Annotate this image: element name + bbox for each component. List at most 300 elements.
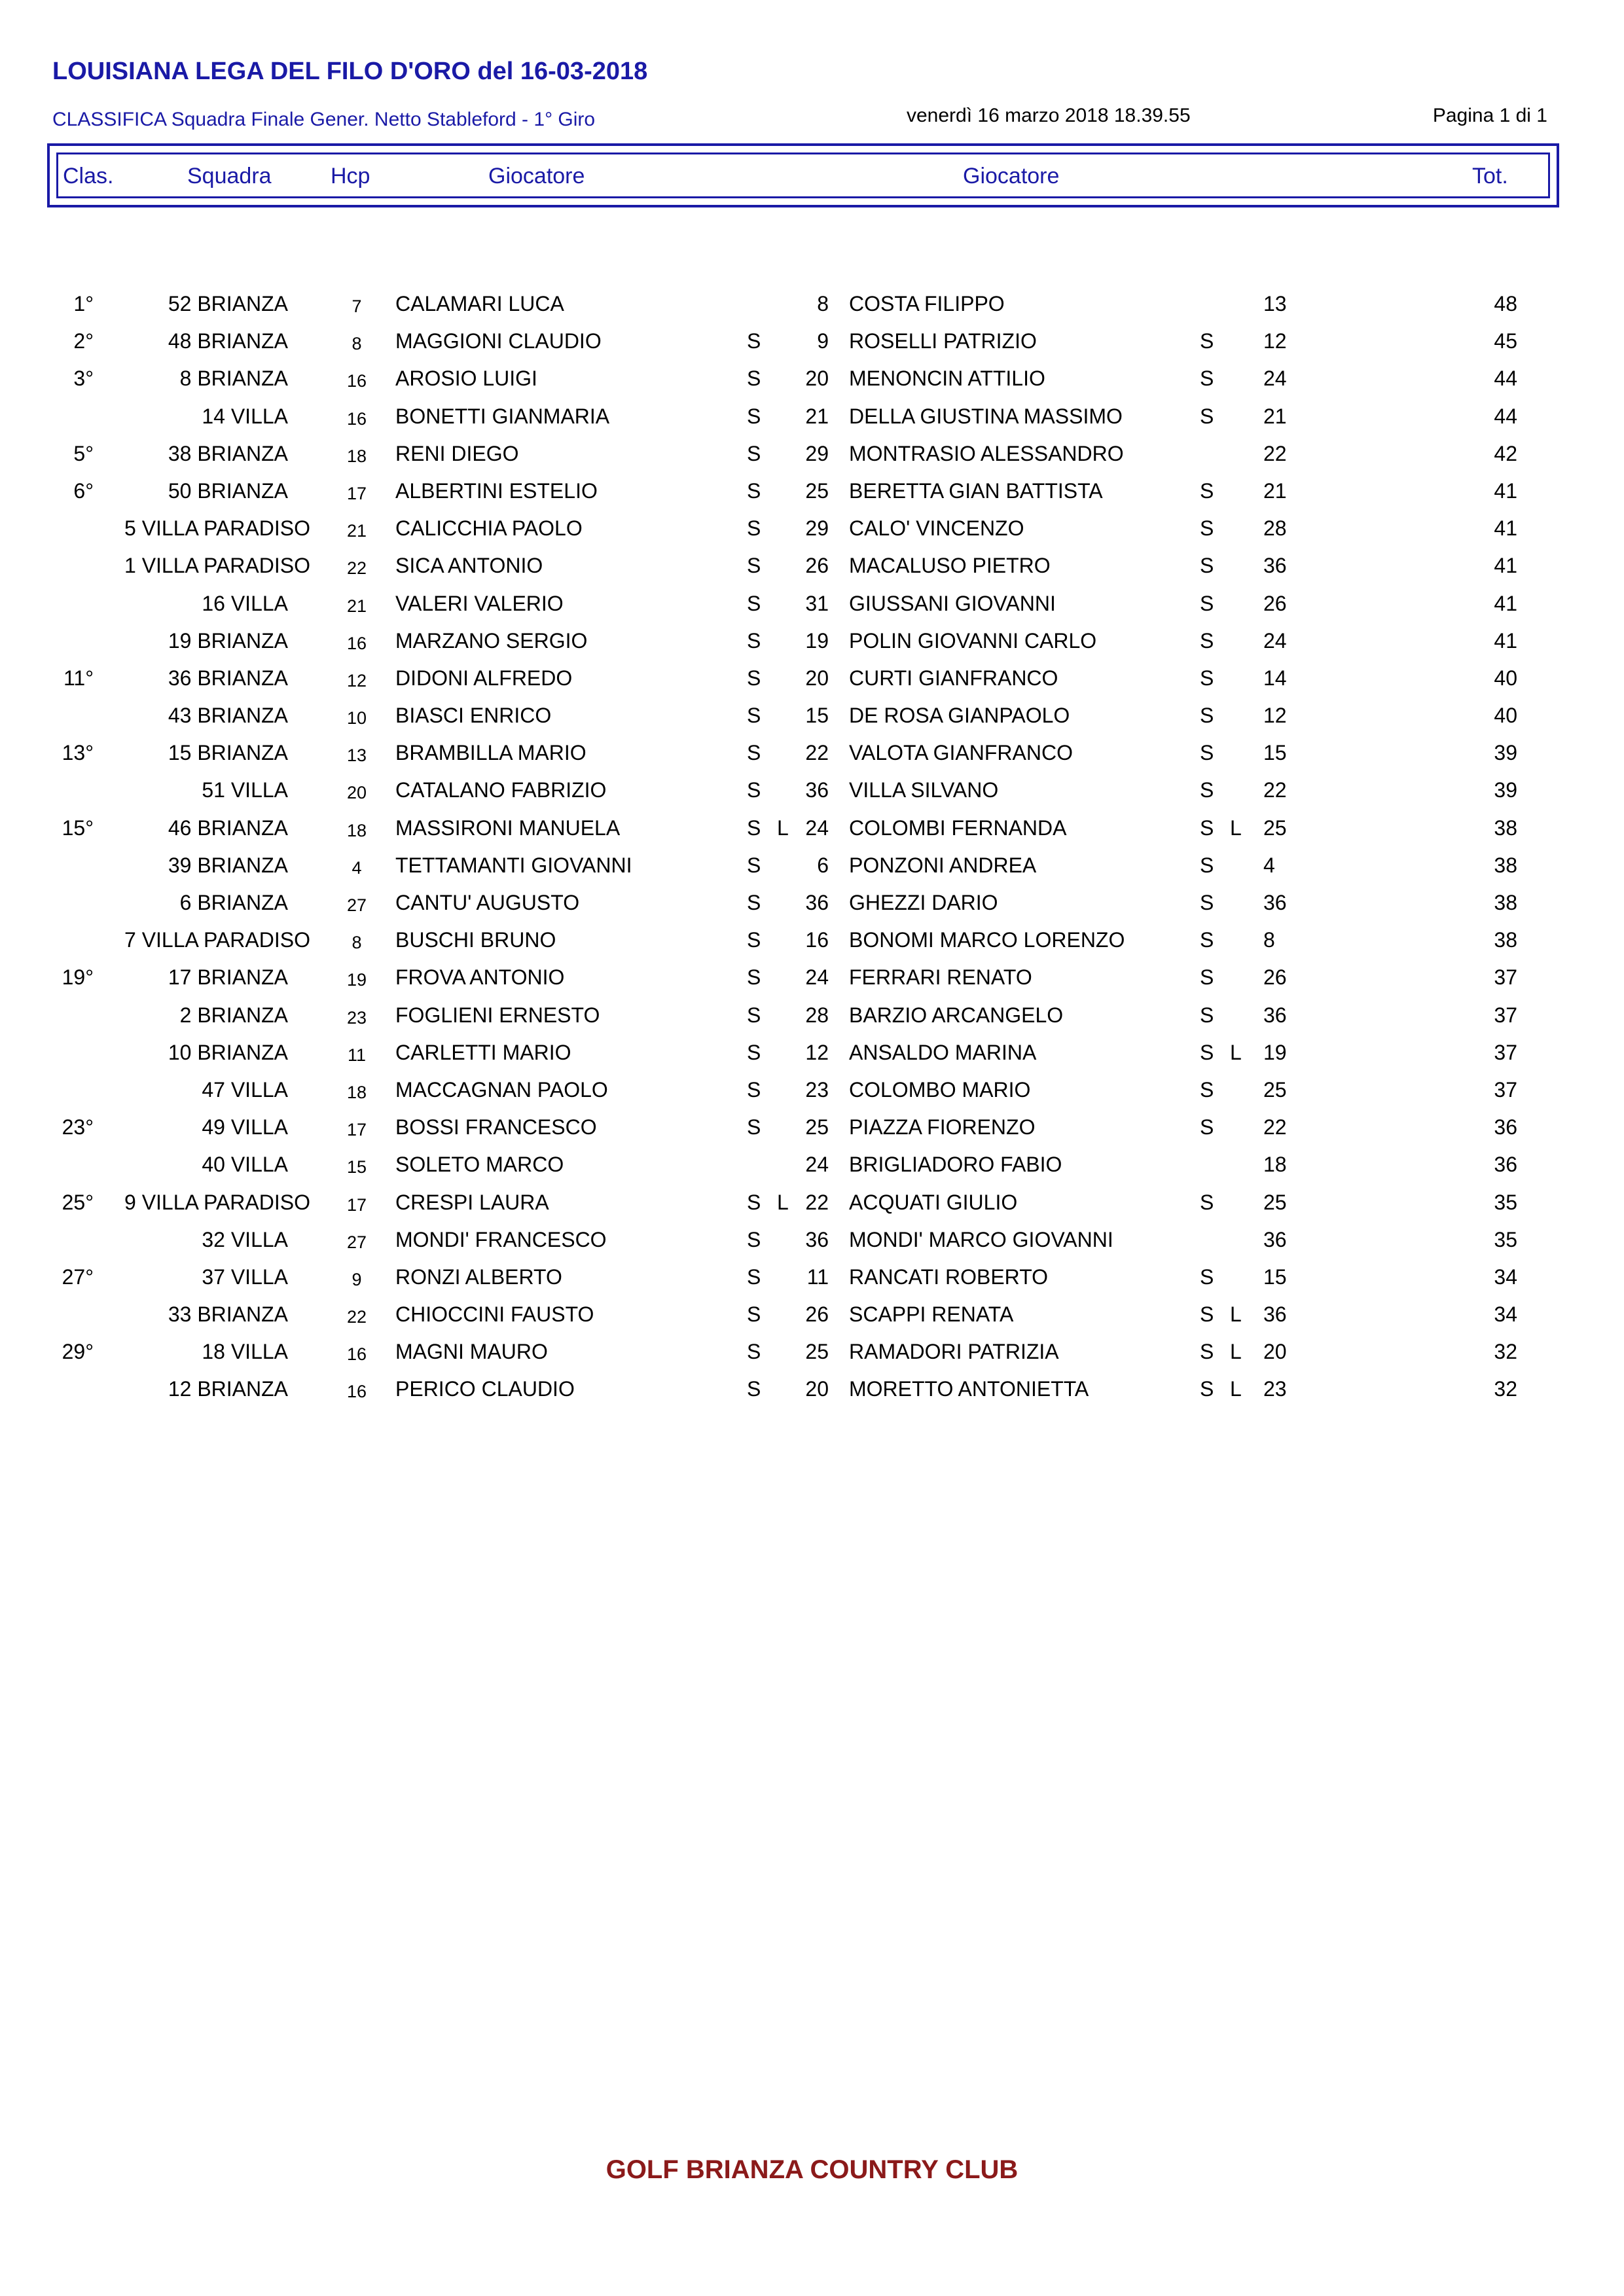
player2-hcp-right-cell: 8 bbox=[1263, 928, 1275, 952]
rank-cell: 25° bbox=[62, 1190, 94, 1214]
table-row bbox=[0, 289, 1624, 327]
player1-s-flag: S bbox=[747, 554, 761, 578]
page-number: Pagina 1 di 1 bbox=[1432, 105, 1547, 126]
player1-cell: ALBERTINI ESTELIO bbox=[395, 478, 598, 503]
team-cell: 33 BRIANZA bbox=[168, 1302, 288, 1327]
player2-s-flag: S bbox=[1200, 666, 1214, 690]
player1-s-flag: S bbox=[747, 816, 761, 840]
player2-hcp-right-cell: 14 bbox=[1263, 666, 1287, 690]
total-cell: 40 bbox=[1494, 704, 1517, 728]
team-hcp-cell: 16 bbox=[346, 633, 367, 653]
player2-s-flag: S bbox=[1200, 1190, 1214, 1214]
player2-s-flag: S bbox=[1200, 1340, 1214, 1364]
team-hcp-cell: 15 bbox=[346, 1157, 367, 1177]
player1-s-flag: S bbox=[747, 1302, 761, 1327]
team-hcp-cell: 12 bbox=[346, 670, 367, 691]
player2-cell: DE ROSA GIANPAOLO bbox=[849, 704, 1070, 728]
table-row bbox=[0, 1150, 1624, 1187]
total-cell: 37 bbox=[1494, 1040, 1517, 1064]
player1-l-flag: L bbox=[777, 816, 789, 840]
player1-cell: MONDI' FRANCESCO bbox=[395, 1227, 607, 1251]
player1-s-flag: S bbox=[747, 1377, 761, 1401]
player2-s-flag: S bbox=[1200, 853, 1214, 877]
team-cell: 6 BRIANZA bbox=[179, 891, 288, 914]
page-subtitle: CLASSIFICA Squadra Finale Gener. Netto Stableford - 1° Giro bbox=[52, 109, 596, 130]
player2-s-flag: S bbox=[1200, 329, 1214, 353]
team-hcp-cell: 8 bbox=[352, 334, 362, 354]
player2-cell: GHEZZI DARIO bbox=[849, 891, 998, 914]
player2-s-flag: S bbox=[1200, 404, 1214, 428]
player1-cell: MACCAGNAN PAOLO bbox=[395, 1077, 608, 1102]
team-cell: 39 BRIANZA bbox=[168, 853, 288, 877]
player2-hcp-right-cell: 22 bbox=[1263, 778, 1287, 802]
team-hcp-cell: 18 bbox=[346, 820, 367, 840]
table-row bbox=[0, 1188, 1624, 1225]
print-datetime: venerdì 16 marzo 2018 18.39.55 bbox=[907, 105, 1191, 126]
rank-cell: 19° bbox=[62, 965, 94, 990]
player2-hcp-right-cell: 24 bbox=[1263, 628, 1287, 653]
player2-hcp-right-cell: 23 bbox=[1263, 1377, 1287, 1401]
player2-hcp-right-cell: 21 bbox=[1263, 404, 1287, 428]
player1-cell: DIDONI ALFREDO bbox=[395, 666, 573, 690]
player2-cell: SCAPPI RENATA bbox=[849, 1302, 1014, 1327]
rank-cell: 1° bbox=[73, 292, 94, 315]
player2-cell: BRIGLIADORO FABIO bbox=[849, 1153, 1062, 1177]
team-cell: 40 VILLA bbox=[202, 1153, 288, 1177]
table-header-inner-border bbox=[56, 152, 1550, 198]
player2-hcp-right-cell: 36 bbox=[1263, 554, 1287, 578]
player2-cell: ANSALDO MARINA bbox=[849, 1040, 1037, 1064]
total-cell: 38 bbox=[1494, 928, 1517, 952]
player1-s-flag: S bbox=[747, 1340, 761, 1364]
total-cell: 38 bbox=[1494, 816, 1517, 840]
player2-s-flag: S bbox=[1200, 1265, 1214, 1289]
table-row bbox=[0, 925, 1624, 963]
team-cell: 37 VILLA bbox=[202, 1265, 288, 1289]
team-hcp-cell: 13 bbox=[346, 745, 367, 766]
player1-cell: SICA ANTONIO bbox=[395, 554, 543, 578]
total-cell: 37 bbox=[1494, 965, 1517, 990]
team-hcp-cell: 16 bbox=[346, 1344, 367, 1365]
team-hcp-cell: 16 bbox=[346, 1382, 367, 1402]
table-row bbox=[0, 1225, 1624, 1263]
player2-l-flag: L bbox=[1230, 1340, 1242, 1364]
team-cell: 12 BRIANZA bbox=[168, 1377, 288, 1401]
player2-s-flag: S bbox=[1200, 928, 1214, 952]
player2-hcp-cell: 24 bbox=[805, 1153, 829, 1177]
player2-hcp-cell: 8 bbox=[817, 292, 829, 315]
player2-hcp-right-cell: 24 bbox=[1263, 367, 1287, 391]
table-row bbox=[0, 1374, 1624, 1412]
rank-cell: 23° bbox=[62, 1115, 94, 1139]
player1-cell: VALERI VALERIO bbox=[395, 591, 564, 615]
player2-s-flag: S bbox=[1200, 1377, 1214, 1401]
team-cell: 16 VILLA bbox=[202, 591, 288, 615]
rank-cell: 5° bbox=[73, 441, 94, 465]
rank-cell: 15° bbox=[62, 816, 94, 840]
header-giocatore-2: Giocatore bbox=[963, 164, 1060, 188]
player2-hcp-right-cell: 25 bbox=[1263, 816, 1287, 840]
player2-s-flag: S bbox=[1200, 741, 1214, 765]
team-hcp-cell: 10 bbox=[346, 708, 367, 728]
team-hcp-cell: 21 bbox=[346, 521, 367, 541]
player2-cell: BONOMI MARCO LORENZO bbox=[849, 928, 1125, 952]
player2-cell: COLOMBO MARIO bbox=[849, 1077, 1031, 1102]
player1-s-flag: S bbox=[747, 1003, 761, 1027]
table-row bbox=[0, 589, 1624, 626]
player1-cell: TETTAMANTI GIOVANNI bbox=[395, 853, 632, 877]
player2-s-flag: S bbox=[1200, 554, 1214, 578]
team-cell: 14 VILLA bbox=[202, 404, 288, 428]
player2-hcp-right-cell: 15 bbox=[1263, 1265, 1287, 1289]
player1-s-flag: S bbox=[747, 666, 761, 690]
team-hcp-cell: 16 bbox=[346, 371, 367, 391]
player1-s-flag: S bbox=[747, 853, 761, 877]
team-cell: 17 BRIANZA bbox=[168, 965, 288, 990]
player2-hcp-right-cell: 18 bbox=[1263, 1153, 1287, 1177]
player2-s-flag: S bbox=[1200, 891, 1214, 914]
rank-cell: 2° bbox=[73, 329, 94, 353]
team-hcp-cell: 19 bbox=[346, 970, 367, 990]
team-hcp-cell: 7 bbox=[352, 296, 362, 316]
total-cell: 48 bbox=[1494, 292, 1517, 315]
player1-cell: MASSIRONI MANUELA bbox=[395, 816, 621, 840]
player1-s-flag: S bbox=[747, 928, 761, 952]
player1-s-flag: S bbox=[747, 329, 761, 353]
player2-hcp-right-cell: 12 bbox=[1263, 329, 1287, 353]
player1-s-flag: S bbox=[747, 1265, 761, 1289]
player2-s-flag: S bbox=[1200, 478, 1214, 503]
team-hcp-cell: 22 bbox=[346, 1307, 367, 1327]
player1-cell: BUSCHI BRUNO bbox=[395, 928, 556, 952]
player2-cell: PIAZZA FIORENZO bbox=[849, 1115, 1036, 1139]
header-giocatore-1: Giocatore bbox=[488, 164, 585, 188]
table-row bbox=[0, 1038, 1624, 1075]
table-row bbox=[0, 776, 1624, 813]
team-hcp-cell: 18 bbox=[346, 446, 367, 466]
player2-cell: COSTA FILIPPO bbox=[849, 292, 1005, 315]
player2-hcp-right-cell: 22 bbox=[1263, 441, 1287, 465]
total-cell: 34 bbox=[1494, 1302, 1517, 1327]
team-hcp-cell: 11 bbox=[347, 1045, 367, 1065]
player2-cell: MONDI' MARCO GIOVANNI bbox=[849, 1227, 1113, 1251]
player2-cell: MORETTO ANTONIETTA bbox=[849, 1377, 1089, 1401]
total-cell: 37 bbox=[1494, 1003, 1517, 1027]
player1-cell: BONETTI GIANMARIA bbox=[395, 404, 610, 428]
player2-hcp-right-cell: 4 bbox=[1263, 853, 1275, 877]
total-cell: 44 bbox=[1494, 404, 1517, 428]
player2-hcp-cell: 22 bbox=[805, 741, 829, 765]
player2-hcp-right-cell: 21 bbox=[1263, 478, 1287, 503]
team-hcp-cell: 23 bbox=[346, 1007, 367, 1028]
total-cell: 39 bbox=[1494, 778, 1517, 802]
table-row bbox=[0, 1300, 1624, 1337]
player2-s-flag: S bbox=[1200, 1040, 1214, 1064]
player2-l-flag: L bbox=[1230, 1302, 1242, 1327]
team-cell: 9 VILLA PARADISO bbox=[124, 1190, 310, 1214]
player1-s-flag: S bbox=[747, 1115, 761, 1139]
player1-s-flag: S bbox=[747, 1077, 761, 1102]
player1-cell: CHIOCCINI FAUSTO bbox=[395, 1302, 594, 1327]
header-hcp: Hcp bbox=[331, 164, 370, 188]
player2-cell: COLOMBI FERNANDA bbox=[849, 816, 1067, 840]
total-cell: 40 bbox=[1494, 666, 1517, 690]
player1-cell: BRAMBILLA MARIO bbox=[395, 741, 586, 765]
player1-s-flag: S bbox=[747, 628, 761, 653]
total-cell: 42 bbox=[1494, 441, 1517, 465]
team-hcp-cell: 27 bbox=[346, 1232, 367, 1252]
total-cell: 45 bbox=[1494, 329, 1517, 353]
player2-hcp-cell: 25 bbox=[805, 1340, 829, 1364]
player1-cell: SOLETO MARCO bbox=[395, 1153, 564, 1177]
player2-hcp-cell: 20 bbox=[805, 666, 829, 690]
header-tot: Tot. bbox=[1472, 164, 1508, 188]
player1-cell: BOSSI FRANCESCO bbox=[395, 1115, 597, 1139]
team-cell: 18 VILLA bbox=[202, 1340, 288, 1364]
player1-cell: CALICCHIA PAOLO bbox=[395, 516, 583, 541]
player2-hcp-cell: 20 bbox=[805, 367, 829, 391]
table-row bbox=[0, 439, 1624, 476]
player2-hcp-cell: 29 bbox=[805, 441, 829, 465]
total-cell: 41 bbox=[1494, 591, 1517, 615]
player2-l-flag: L bbox=[1230, 1377, 1242, 1401]
table-row bbox=[0, 402, 1624, 439]
player2-hcp-cell: 26 bbox=[805, 554, 829, 578]
player1-cell: MAGNI MAURO bbox=[395, 1340, 548, 1364]
total-cell: 41 bbox=[1494, 554, 1517, 578]
player1-s-flag: S bbox=[747, 441, 761, 465]
player2-cell: VALOTA GIANFRANCO bbox=[849, 741, 1073, 765]
player1-s-flag: S bbox=[747, 1190, 761, 1214]
player1-s-flag: S bbox=[747, 891, 761, 914]
player2-cell: VILLA SILVANO bbox=[849, 778, 999, 802]
table-header-box bbox=[47, 143, 1559, 207]
player1-s-flag: S bbox=[747, 965, 761, 990]
player2-hcp-cell: 11 bbox=[806, 1265, 829, 1289]
player2-hcp-cell: 29 bbox=[805, 516, 829, 541]
table-row bbox=[0, 1113, 1624, 1150]
player2-s-flag: S bbox=[1200, 1302, 1214, 1327]
player2-hcp-cell: 6 bbox=[817, 853, 829, 877]
total-cell: 41 bbox=[1494, 628, 1517, 653]
player2-cell: POLIN GIOVANNI CARLO bbox=[849, 628, 1097, 653]
player2-hcp-cell: 31 bbox=[805, 591, 829, 615]
table-row bbox=[0, 1001, 1624, 1038]
total-cell: 32 bbox=[1494, 1340, 1517, 1364]
player1-cell: BIASCI ENRICO bbox=[395, 704, 552, 728]
player2-s-flag: S bbox=[1200, 1003, 1214, 1027]
player1-l-flag: L bbox=[777, 1190, 789, 1214]
player1-s-flag: S bbox=[747, 1227, 761, 1251]
player2-s-flag: S bbox=[1200, 704, 1214, 728]
table-row bbox=[0, 701, 1624, 738]
player2-l-flag: L bbox=[1230, 1040, 1242, 1064]
player2-hcp-right-cell: 12 bbox=[1263, 704, 1287, 728]
player2-hcp-right-cell: 22 bbox=[1263, 1115, 1287, 1139]
team-cell: 46 BRIANZA bbox=[168, 816, 288, 840]
player2-hcp-cell: 20 bbox=[805, 1377, 829, 1401]
player2-hcp-right-cell: 28 bbox=[1263, 516, 1287, 541]
player1-cell: CARLETTI MARIO bbox=[395, 1040, 571, 1064]
player2-cell: ACQUATI GIULIO bbox=[849, 1190, 1018, 1214]
team-hcp-cell: 21 bbox=[346, 596, 367, 616]
player1-cell: CANTU' AUGUSTO bbox=[395, 891, 580, 914]
player2-hcp-cell: 22 bbox=[805, 1190, 829, 1214]
total-cell: 39 bbox=[1494, 741, 1517, 765]
player1-cell: PERICO CLAUDIO bbox=[395, 1377, 575, 1401]
team-cell: 2 BRIANZA bbox=[179, 1003, 288, 1027]
player2-cell: RAMADORI PATRIZIA bbox=[849, 1340, 1059, 1364]
total-cell: 44 bbox=[1494, 367, 1517, 391]
player2-hcp-cell: 36 bbox=[805, 778, 829, 802]
player2-hcp-cell: 19 bbox=[805, 628, 829, 653]
player2-hcp-right-cell: 19 bbox=[1263, 1040, 1287, 1064]
player2-cell: FERRARI RENATO bbox=[849, 965, 1032, 990]
total-cell: 36 bbox=[1494, 1115, 1517, 1139]
total-cell: 35 bbox=[1494, 1190, 1517, 1214]
player2-cell: CALO' VINCENZO bbox=[849, 516, 1024, 541]
player2-s-flag: S bbox=[1200, 816, 1214, 840]
player2-cell: BARZIO ARCANGELO bbox=[849, 1003, 1064, 1027]
player1-cell: MAGGIONI CLAUDIO bbox=[395, 329, 602, 353]
player2-hcp-cell: 36 bbox=[805, 1227, 829, 1251]
player1-cell: FROVA ANTONIO bbox=[395, 965, 565, 990]
player2-hcp-cell: 21 bbox=[805, 404, 829, 428]
team-cell: 7 VILLA PARADISO bbox=[124, 928, 310, 952]
team-cell: 38 BRIANZA bbox=[168, 441, 288, 465]
player1-s-flag: S bbox=[747, 367, 761, 391]
ranking-table-body bbox=[0, 289, 1624, 1412]
team-cell: 5 VILLA PARADISO bbox=[124, 516, 310, 541]
table-row bbox=[0, 1263, 1624, 1300]
player2-s-flag: S bbox=[1200, 591, 1214, 615]
table-row bbox=[0, 364, 1624, 401]
table-row bbox=[0, 327, 1624, 364]
player1-s-flag: S bbox=[747, 704, 761, 728]
player2-hcp-cell: 16 bbox=[805, 928, 829, 952]
table-row bbox=[0, 814, 1624, 851]
team-cell: 47 VILLA bbox=[202, 1077, 288, 1102]
player1-s-flag: S bbox=[747, 778, 761, 802]
team-hcp-cell: 8 bbox=[352, 933, 362, 953]
player2-l-flag: L bbox=[1230, 816, 1242, 840]
rank-cell: 27° bbox=[62, 1265, 94, 1289]
player2-hcp-right-cell: 13 bbox=[1263, 292, 1287, 315]
team-cell: 49 VILLA bbox=[202, 1115, 288, 1139]
total-cell: 41 bbox=[1494, 516, 1517, 541]
team-hcp-cell: 18 bbox=[346, 1082, 367, 1102]
team-hcp-cell: 20 bbox=[346, 783, 367, 803]
player2-cell: DELLA GIUSTINA MASSIMO bbox=[849, 404, 1123, 428]
player2-hcp-right-cell: 36 bbox=[1263, 891, 1287, 914]
team-hcp-cell: 17 bbox=[346, 483, 367, 503]
team-cell: 8 BRIANZA bbox=[179, 367, 288, 391]
player2-hcp-right-cell: 36 bbox=[1263, 1227, 1287, 1251]
total-cell: 37 bbox=[1494, 1077, 1517, 1102]
player1-s-flag: S bbox=[747, 516, 761, 541]
player2-hcp-cell: 15 bbox=[805, 704, 829, 728]
player1-cell: CATALANO FABRIZIO bbox=[395, 778, 607, 802]
page-title: LOUISIANA LEGA DEL FILO D'ORO del 16-03-2018 bbox=[52, 58, 648, 85]
club-footer: GOLF BRIANZA COUNTRY CLUB bbox=[605, 2155, 1019, 2184]
player2-cell: MENONCIN ATTILIO bbox=[849, 367, 1045, 391]
player1-s-flag: S bbox=[747, 1040, 761, 1064]
total-cell: 36 bbox=[1494, 1153, 1517, 1177]
player2-cell: PONZONI ANDREA bbox=[849, 853, 1037, 877]
rank-cell: 3° bbox=[73, 367, 94, 391]
total-cell: 34 bbox=[1494, 1265, 1517, 1289]
team-hcp-cell: 4 bbox=[352, 857, 362, 878]
table-row bbox=[0, 888, 1624, 925]
player2-cell: GIUSSANI GIOVANNI bbox=[849, 591, 1056, 615]
rank-cell: 11° bbox=[63, 666, 94, 690]
player2-hcp-cell: 28 bbox=[805, 1003, 829, 1027]
player2-hcp-cell: 24 bbox=[805, 816, 829, 840]
table-row bbox=[0, 738, 1624, 776]
player2-cell: MONTRASIO ALESSANDRO bbox=[849, 441, 1124, 465]
total-cell: 32 bbox=[1494, 1377, 1517, 1401]
player2-cell: BERETTA GIAN BATTISTA bbox=[849, 478, 1103, 503]
table-row bbox=[0, 851, 1624, 888]
player2-hcp-right-cell: 20 bbox=[1263, 1340, 1287, 1364]
player1-cell: RENI DIEGO bbox=[395, 441, 519, 465]
player2-s-flag: S bbox=[1200, 628, 1214, 653]
team-cell: 1 VILLA PARADISO bbox=[124, 554, 310, 578]
player2-hcp-cell: 9 bbox=[817, 329, 829, 353]
team-cell: 50 BRIANZA bbox=[168, 478, 288, 503]
player2-hcp-cell: 36 bbox=[805, 891, 829, 914]
player2-hcp-right-cell: 15 bbox=[1263, 741, 1287, 765]
player2-hcp-cell: 12 bbox=[805, 1040, 829, 1064]
table-row bbox=[0, 1337, 1624, 1374]
team-hcp-cell: 27 bbox=[346, 895, 367, 915]
team-cell: 43 BRIANZA bbox=[168, 704, 288, 728]
player2-hcp-cell: 23 bbox=[805, 1077, 829, 1102]
rank-cell: 6° bbox=[73, 478, 94, 503]
total-cell: 41 bbox=[1494, 478, 1517, 503]
player2-s-flag: S bbox=[1200, 965, 1214, 990]
player1-s-flag: S bbox=[747, 591, 761, 615]
player1-cell: CALAMARI LUCA bbox=[395, 292, 564, 315]
player2-hcp-right-cell: 26 bbox=[1263, 591, 1287, 615]
table-row bbox=[0, 664, 1624, 701]
player2-s-flag: S bbox=[1200, 1115, 1214, 1139]
rank-cell: 13° bbox=[62, 741, 94, 765]
team-hcp-cell: 22 bbox=[346, 558, 367, 579]
total-cell: 35 bbox=[1494, 1227, 1517, 1251]
player2-hcp-right-cell: 25 bbox=[1263, 1077, 1287, 1102]
rank-cell: 29° bbox=[62, 1340, 94, 1364]
team-hcp-cell: 9 bbox=[352, 1269, 362, 1289]
team-cell: 36 BRIANZA bbox=[168, 666, 288, 690]
total-cell: 38 bbox=[1494, 853, 1517, 877]
table-row bbox=[0, 1075, 1624, 1113]
player2-s-flag: S bbox=[1200, 516, 1214, 541]
player2-cell: RANCATI ROBERTO bbox=[849, 1265, 1049, 1289]
player2-cell: MACALUSO PIETRO bbox=[849, 554, 1051, 578]
player2-hcp-right-cell: 36 bbox=[1263, 1302, 1287, 1327]
player2-hcp-right-cell: 25 bbox=[1263, 1190, 1287, 1214]
table-row bbox=[0, 963, 1624, 1000]
team-cell: 51 VILLA bbox=[202, 778, 288, 802]
team-cell: 19 BRIANZA bbox=[168, 628, 288, 653]
team-cell: 52 BRIANZA bbox=[168, 292, 288, 315]
player2-s-flag: S bbox=[1200, 367, 1214, 391]
player2-hcp-cell: 25 bbox=[805, 478, 829, 503]
header-squadra: Squadra bbox=[187, 164, 272, 188]
player2-hcp-right-cell: 26 bbox=[1263, 965, 1287, 990]
player1-cell: AROSIO LUIGI bbox=[395, 367, 537, 391]
